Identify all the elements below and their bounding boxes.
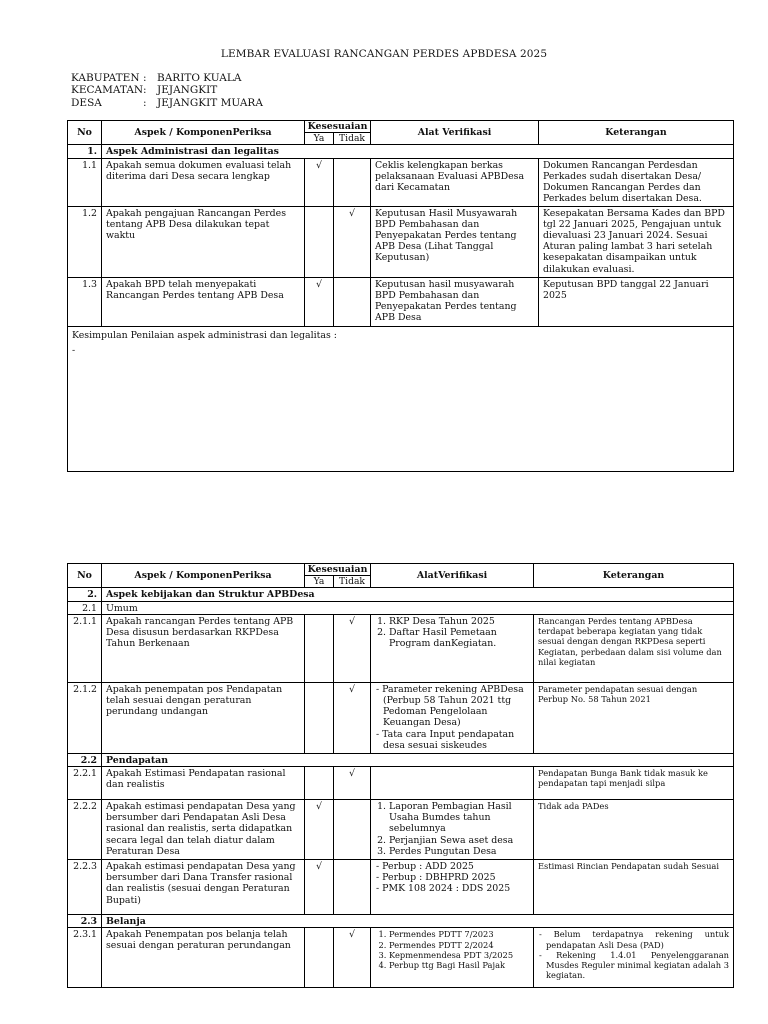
list-item: - Perbup : DBHPRD 2025 <box>383 872 529 883</box>
row-aspek: Apakah Penempatan pos belanja telah sesuai dengan peraturan perundangan <box>102 928 305 988</box>
section-title: Aspek kebijakan dan Struktur APBDesa <box>102 588 734 601</box>
subsection-number: 2.3 <box>68 915 102 928</box>
row-aspek: Apakah BPD telah menyepakati Rancangan Perdes tentang APB Desa <box>102 277 305 326</box>
list-item: 3. Perdes Pungutan Desa <box>389 846 529 857</box>
header-row-kecamatan: KECAMATAN : JEJANGKIT <box>71 84 218 97</box>
row-alat-verifikasi: Keputusan hasil musyawarah BPD Pembahasan dan Penyepakatan Perdes tentang APB Desa <box>371 277 539 326</box>
table-row <box>68 158 734 206</box>
conclusion-row <box>68 326 734 471</box>
alat-list <box>375 801 529 857</box>
check-ya: √ <box>305 158 334 206</box>
table-row <box>68 614 734 682</box>
section-title: Aspek Administrasi dan legalitas <box>102 145 734 158</box>
list-item: 2. Daftar Hasil Pemetaan Program danKegiatan. <box>389 627 529 649</box>
subsection-title: Pendapatan <box>102 753 734 766</box>
list-item: - Perbup : ADD 2025 <box>383 861 529 872</box>
row-keterangan <box>534 928 734 988</box>
subsection-number: 2.2 <box>68 753 102 766</box>
list-item: - Tata cara Input pendapatan desa sesuai siskeudes <box>383 729 529 751</box>
subsection-row <box>68 753 734 766</box>
alat-list <box>375 861 529 895</box>
row-keterangan: Dokumen Rancangan Perdesdan Perkades sudah disertakan Desa/ Dokumen Rancangan Perdes dan Perkades belum disertakan Desa. <box>539 158 734 206</box>
row-number: 1.1 <box>68 158 102 206</box>
row-aspek: Apakah rancangan Perdes tentang APB Desa disusun berdasarkan RKPDesa Tahun Berkenaan <box>102 614 305 682</box>
table-row <box>68 860 734 915</box>
row-keterangan: Keputusan BPD tanggal 22 Januari 2025 <box>539 277 734 326</box>
conclusion-label: Kesimpulan Penilaian aspek administrasi dan legalitas : <box>72 329 337 341</box>
row-keterangan: Pendapatan Bunga Bank tidak masuk ke pendapatan tapi menjadi silpa <box>534 767 734 800</box>
subsection-row <box>68 915 734 928</box>
row-aspek: Apakah penempatan pos Pendapatan telah sesuai dengan peraturan perundang undangan <box>102 682 305 753</box>
row-number: 2.1.1 <box>68 614 102 682</box>
list-item: 1. Permendes PDTT 7/2023 <box>389 929 529 939</box>
section-row <box>68 145 734 158</box>
column-header-kesesuaian: Kesesuaian <box>305 121 371 133</box>
column-header-no: No <box>68 121 102 145</box>
column-header-aspek: Aspek / KomponenPeriksa <box>102 121 305 145</box>
row-alat-verifikasi: Keputusan Hasil Musyawarah BPD Pembahasan dan Penyepakatan Perdes tentang APB Desa (Lihat Tanggal Keputusan) <box>371 206 539 277</box>
row-alat-verifikasi <box>371 682 534 753</box>
list-item: 1. RKP Desa Tahun 2025 <box>389 616 529 627</box>
table-row <box>68 682 734 753</box>
row-keterangan: Kesepakatan Bersama Kades dan BPD tgl 22 Januari 2025, Pengajuan untuk dievaluasi 23 Januari 2024. Sesuai Aturan paling lambat 3 hari setelah kesepakatan disampaikan untuk dilakukan evaluasi. <box>539 206 734 277</box>
evaluation-table-kebijakan <box>67 563 734 988</box>
header-row-kabupaten: KABUPATEN : BARITO KUALA <box>71 72 242 84</box>
check-tidak <box>334 158 371 206</box>
check-tidak <box>334 800 371 860</box>
header-row-desa: DESA : JEJANGKIT MUARA <box>71 96 263 109</box>
check-ya <box>305 767 334 800</box>
conclusion-cell <box>68 326 734 471</box>
keterangan-list <box>538 929 729 980</box>
section-row <box>68 588 734 601</box>
check-ya <box>305 614 334 682</box>
list-item: - PMK 108 2024 : DDS 2025 <box>383 883 529 894</box>
list-item: - Belum terdapatnya rekening untuk pendapatan Asli Desa (PAD) <box>546 929 729 950</box>
column-header-keterangan: Keterangan <box>539 121 734 145</box>
check-tidak: √ <box>334 614 371 682</box>
row-number: 2.3.1 <box>68 928 102 988</box>
check-tidak: √ <box>334 206 371 277</box>
table-row <box>68 767 734 800</box>
column-header-kesesuaian: Kesesuaian <box>305 564 371 576</box>
column-header-tidak: Tidak <box>334 576 371 588</box>
check-ya <box>305 682 334 753</box>
column-header-keterangan: Keterangan <box>534 564 734 588</box>
row-aspek: Apakah semua dokumen evaluasi telah diterima dari Desa secara lengkap <box>102 158 305 206</box>
list-item: 4. Perbup ttg Bagi Hasil Pajak <box>389 960 529 970</box>
list-item: 1. Laporan Pembagian Hasil Usaha Bumdes tahun sebelumnya <box>389 801 529 835</box>
row-keterangan: Rancangan Perdes tentang APBDesa terdapat beberapa kegiatan yang tidak sesuai dengan dengan RKPDesa seperti Kegiatan, perbedaan dalam sisi volume dan nilai kegiatan <box>534 614 734 682</box>
column-header-aspek: Aspek / KomponenPeriksa <box>102 564 305 588</box>
row-alat-verifikasi <box>371 767 534 800</box>
check-tidak <box>334 860 371 915</box>
check-tidak <box>334 277 371 326</box>
check-tidak: √ <box>334 928 371 988</box>
list-item: 3. Kepmenmendesa PDT 3/2025 <box>389 950 529 960</box>
check-ya <box>305 206 334 277</box>
row-aspek: Apakah estimasi pendapatan Desa yang bersumber dari Dana Transfer rasional dan realistis (sesuai dengan Peraturan Bupati) <box>102 860 305 915</box>
row-keterangan: Parameter pendapatan sesuai dengan Perbup No. 58 Tahun 2021 <box>534 682 734 753</box>
row-alat-verifikasi <box>371 928 534 988</box>
row-number: 2.2.1 <box>68 767 102 800</box>
row-number: 2.2.2 <box>68 800 102 860</box>
subsection-title: Belanja <box>102 915 734 928</box>
column-header-ya: Ya <box>305 133 334 145</box>
row-keterangan: Tidak ada PADes <box>534 800 734 860</box>
list-item: 2. Perjanjian Sewa aset desa <box>389 835 529 846</box>
row-aspek: Apakah pengajuan Rancangan Perdes tentang APB Desa dilakukan tepat waktu <box>102 206 305 277</box>
check-ya: √ <box>305 860 334 915</box>
column-header-no: No <box>68 564 102 588</box>
table-row <box>68 800 734 860</box>
check-ya: √ <box>305 800 334 860</box>
section-number: 1. <box>68 145 102 158</box>
table-row <box>68 277 734 326</box>
check-ya: √ <box>305 277 334 326</box>
row-aspek: Apakah Estimasi Pendapatan rasional dan realistis <box>102 767 305 800</box>
row-alat-verifikasi <box>371 614 534 682</box>
row-number: 1.2 <box>68 206 102 277</box>
column-header-tidak: Tidak <box>334 133 371 145</box>
list-item: - Parameter rekening APBDesa (Perbup 58 Tahun 2021 ttg Pedoman Pengelolaan Keuangan Desa) <box>383 684 529 729</box>
row-alat-verifikasi <box>371 860 534 915</box>
table-row <box>68 928 734 988</box>
subsection-title: Umum <box>102 601 734 614</box>
subsection-number: 2.1 <box>68 601 102 614</box>
alat-list <box>375 684 529 751</box>
section-number: 2. <box>68 588 102 601</box>
row-keterangan: Estimasi Rincian Pendapatan sudah Sesuai <box>534 860 734 915</box>
check-ya <box>305 928 334 988</box>
check-tidak: √ <box>334 767 371 800</box>
column-header-alat-verifikasi: AlatVerifikasi <box>371 564 534 588</box>
row-alat-verifikasi: Ceklis kelengkapan berkas pelaksanaan Evaluasi APBDesa dari Kecamatan <box>371 158 539 206</box>
evaluation-table-administrasi <box>67 120 734 472</box>
alat-list <box>375 616 529 650</box>
conclusion-value: - <box>72 344 76 356</box>
list-item: 2. Permendes PDTT 2/2024 <box>389 940 529 950</box>
page-title: LEMBAR EVALUASI RANCANGAN PERDES APBDESA 2025 <box>220 48 548 60</box>
alat-list <box>375 929 529 970</box>
table-row <box>68 206 734 277</box>
column-header-ya: Ya <box>305 576 334 588</box>
header-info <box>71 72 263 109</box>
subsection-row <box>68 601 734 614</box>
check-tidak: √ <box>334 682 371 753</box>
row-number: 2.1.2 <box>68 682 102 753</box>
row-number: 2.2.3 <box>68 860 102 915</box>
column-header-alat-verifikasi: Alat Verifikasi <box>371 121 539 145</box>
row-aspek: Apakah estimasi pendapatan Desa yang bersumber dari Pendapatan Asli Desa rasional dan realistis, serta didapatkan secara legal dan telah diatur dalam Peraturan Desa <box>102 800 305 860</box>
list-item: - Rekening 1.4.01 Penyelenggaranan Musdes Reguler minimal kegiatan adalah 3 kegiatan. <box>546 950 729 981</box>
row-number: 1.3 <box>68 277 102 326</box>
row-alat-verifikasi <box>371 800 534 860</box>
